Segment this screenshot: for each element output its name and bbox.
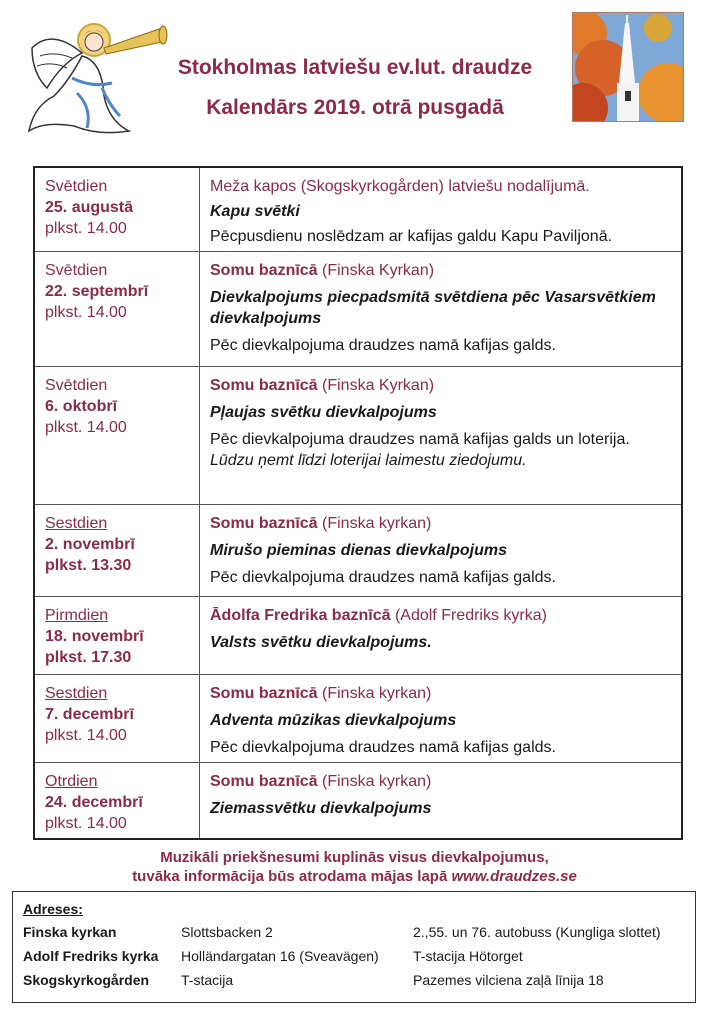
footer-line-2: tuvāka informācija būs atrodama mājas lapā www.draudzes.se — [132, 868, 577, 885]
event-note: Pēc dievkalpojuma draudzes namā kafijas galds un loterija. — [210, 431, 630, 448]
event-details-cell — [200, 168, 681, 251]
event-service: Kapu svētki — [210, 203, 300, 220]
event-details-cell — [200, 367, 681, 504]
event-note-italic: Lūdzu ņemt līdzi loterijai laimestu ziedojumu. — [210, 452, 527, 469]
event-location: Ādolfa Fredrika baznīcā (Adolf Fredriks kyrka) — [210, 607, 547, 624]
event-note: Pēc dievkalpojuma draudzes namā kafijas galds. — [210, 569, 556, 586]
event-date: 7. decembrī — [45, 706, 134, 723]
event-service: Mirušo pieminas dienas dievkalpojums — [210, 542, 507, 559]
event-date: 22. septembrī — [45, 283, 149, 300]
event-time: plkst. 14.00 — [45, 304, 127, 321]
event-time: plkst. 14.00 — [45, 815, 127, 832]
event-date: 6. oktobrī — [45, 398, 118, 415]
event-location: Somu baznīcā (Finska Kyrkan) — [210, 262, 435, 279]
event-date-cell — [35, 597, 200, 674]
event-details-cell — [200, 597, 681, 674]
event-day: Otrdien — [45, 773, 98, 790]
event-time: plkst. 17.30 — [45, 649, 132, 666]
event-day: Svētdien — [45, 262, 108, 279]
event-date: 2. novembrī — [45, 536, 135, 553]
event-day: Sestdien — [45, 685, 108, 702]
event-row — [35, 675, 681, 763]
event-row — [35, 597, 681, 675]
page-title: Stokholmas latviešu ev.lut. draudze — [177, 56, 533, 79]
event-location: Somu baznīcā (Finska kyrkan) — [210, 515, 432, 532]
event-service: Dievkalpojums piecpadsmitā svētdiena pēc Vasarsvētkiem dievkalpojums — [210, 289, 656, 327]
event-time: plkst. 13.30 — [45, 557, 132, 574]
event-time: plkst. 14.00 — [45, 220, 127, 237]
event-date-cell — [35, 168, 200, 251]
event-date-cell — [35, 367, 200, 504]
event-date: 24. decembrī — [45, 794, 143, 811]
event-service: Ziemassvētku dievkalpojums — [210, 800, 432, 817]
event-details-cell — [200, 763, 681, 838]
website-link[interactable]: www.draudzes.se — [451, 868, 577, 885]
address-transport: T-stacija Hötorget — [413, 948, 523, 964]
event-location: Meža kapos (Skogskyrkogården) latviešu nodalījumā. — [210, 178, 590, 195]
page-subtitle: Kalendārs 2019. otrā pusgadā — [206, 96, 504, 119]
event-time: plkst. 14.00 — [45, 419, 127, 436]
address-name: Adolf Fredriks kyrka — [23, 948, 159, 964]
event-day: Pirmdien — [45, 607, 109, 624]
event-location: Somu baznīcā (Finska kyrkan) — [210, 773, 432, 790]
church-autumn-photo — [572, 12, 684, 122]
event-row — [35, 252, 681, 367]
event-date-cell — [35, 505, 200, 596]
address-street: Holländargatan 16 (Sveavägen) — [181, 948, 379, 964]
address-name: Skogskyrkogården — [23, 972, 150, 988]
event-row — [35, 505, 681, 597]
addresses-heading: Adreses: — [23, 901, 83, 917]
event-details-cell — [200, 505, 681, 596]
event-note: Pēc dievkalpojuma draudzes namā kafijas galds. — [210, 739, 556, 756]
event-location: Somu baznīcā (Finska kyrkan) — [210, 685, 432, 702]
event-day: Sestdien — [45, 515, 108, 532]
events-table — [33, 166, 683, 840]
event-details-cell — [200, 675, 681, 762]
event-location: Somu baznīcā (Finska Kyrkan) — [210, 377, 435, 394]
angel-trumpet-icon — [22, 18, 172, 143]
event-note: Pēcpusdienu noslēdzam ar kafijas galdu Kapu Paviljonā. — [210, 228, 613, 245]
event-date: 18. novembrī — [45, 628, 144, 645]
address-transport: Pazemes vilciena zaļā līnija 18 — [413, 972, 604, 988]
event-date: 25. augustā — [45, 199, 134, 216]
address-street: Slottsbacken 2 — [181, 924, 273, 940]
event-row — [35, 168, 681, 252]
event-service: Valsts svētku dievkalpojums. — [210, 634, 432, 651]
event-service: Pļaujas svētku dievkalpojums — [210, 404, 437, 421]
address-street: T-stacija — [181, 972, 234, 988]
event-row — [35, 367, 681, 505]
event-date-cell — [35, 252, 200, 366]
event-service: Adventa mūzikas dievkalpojums — [210, 712, 457, 729]
footer-line-1: Muzikāli priekšnesumi kuplinās visus dievkalpojumus, — [160, 849, 549, 866]
event-row — [35, 763, 681, 838]
address-transport: 2.,55. un 76. autobuss (Kungliga slottet) — [413, 924, 661, 940]
event-day: Svētdien — [45, 377, 108, 394]
address-name: Finska kyrkan — [23, 924, 117, 940]
addresses-box — [12, 891, 696, 1003]
event-note: Pēc dievkalpojuma draudzes namā kafijas galds. — [210, 337, 556, 354]
event-day: Svētdien — [45, 178, 108, 195]
event-details-cell — [200, 252, 681, 366]
event-date-cell — [35, 763, 200, 838]
event-date-cell — [35, 675, 200, 762]
event-time: plkst. 14.00 — [45, 727, 127, 744]
